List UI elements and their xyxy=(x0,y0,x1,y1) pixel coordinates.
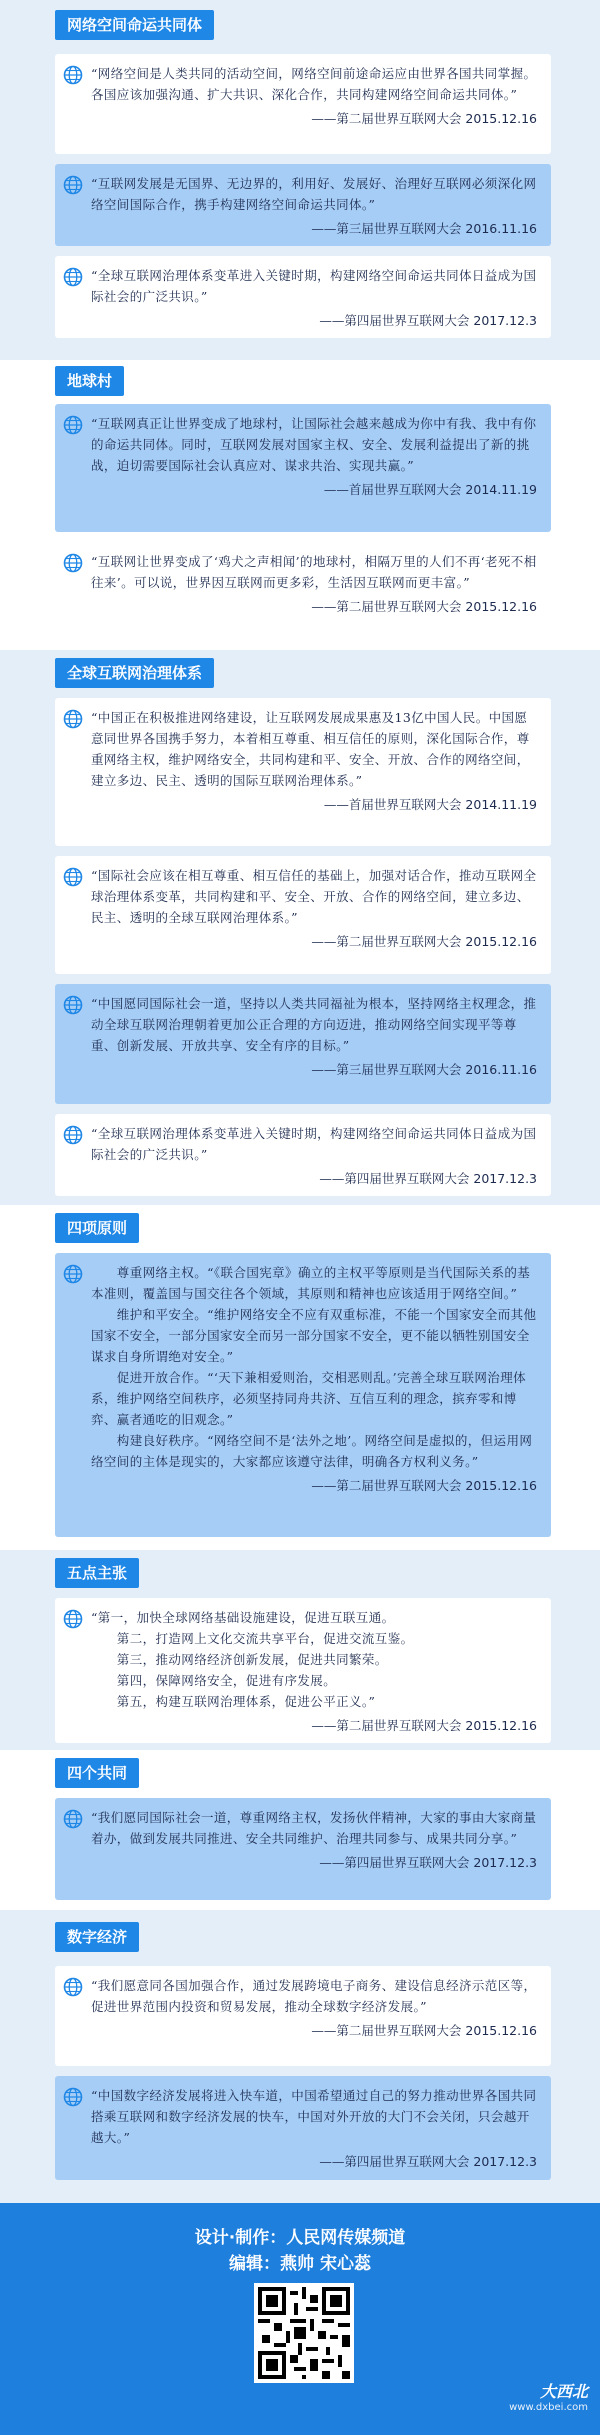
section-five-propositions xyxy=(0,1550,600,1750)
quote-card xyxy=(55,164,551,246)
quote-card xyxy=(55,698,551,846)
quote-text: “互联网真正让世界变成了地球村，让国际社会越来越成为你中有我、我中有你的命运共同体。同时，互联网发展对国家主权、安全、发展利益提出了新的挑战，迫切需要国际社会认真应对、谋求共治、实现共赢。” xyxy=(91,416,537,473)
source-name: ——首届世界互联网大会 xyxy=(323,482,462,497)
quote-text: “我们愿意同各国加强合作，通过发展跨境电子商务、建设信息经济示范区等，促进世界范围内投资和贸易发展，推动全球数字经济发展。” xyxy=(91,1978,537,2014)
watermark-main: 大西北 xyxy=(539,2382,588,2401)
source-date: 2015.12.16 xyxy=(465,2023,537,2038)
quote-source xyxy=(91,479,537,500)
section-title: 四个共同 xyxy=(55,1758,139,1788)
quote-card xyxy=(55,542,551,642)
quote-text: “网络空间是人类共同的活动空间，网络空间前途命运应由世界各国共同掌握。各国应该加强沟通、扩大共识、深化合作，共同构建网络空间命运共同体。” xyxy=(91,66,537,102)
quote-card xyxy=(55,1966,551,2066)
credit-editors: 编辑：燕帅 宋心蕊 xyxy=(229,2254,371,2274)
source-name: ——第四届世界互联网大会 xyxy=(319,2154,470,2169)
quote-source xyxy=(91,794,537,815)
globe-icon xyxy=(63,65,83,85)
globe-icon xyxy=(63,2087,83,2107)
quote-source xyxy=(91,218,537,239)
section-four-principles xyxy=(0,1205,600,1550)
section-title: 地球村 xyxy=(55,366,124,396)
source-name: ——第四届世界互联网大会 xyxy=(319,1855,470,1870)
source-name: ——第二届世界互联网大会 xyxy=(311,111,462,126)
quote-card xyxy=(55,1114,551,1196)
quote-text: “中国正在积极推进网络建设，让互联网发展成果惠及13亿中国人民。中国愿意同世界各国携手努力，本着相互尊重、相互信任的原则，深化国际合作，尊重网络主权，维护网络安全，共同构建和平、安全、开放、合作的网络空间，建立多边、民主、透明的国际互联网治理体系。” xyxy=(91,710,530,788)
source-name: ——第四届世界互联网大会 xyxy=(319,313,470,328)
globe-icon xyxy=(63,1264,83,1284)
globe-icon xyxy=(63,1125,83,1145)
quote-text: “我们愿同国际社会一道，尊重网络主权，发扬伙伴精神，大家的事由大家商量着办，做到发展共同推进、安全共同维护、治理共同参与、成果共同分享。” xyxy=(91,1810,537,1846)
source-name: ——第三届世界互联网大会 xyxy=(311,1062,462,1077)
quote-card xyxy=(55,984,551,1104)
quote-text: “第一，加快全球网络基础设施建设，促进互联互通。 第二，打造网上文化交流共享平台，促进交流互鉴。 第三，推动网络经济创新发展，促进共同繁荣。 第四，保障网络安全，促进有序发展。 第五，构建互联网治理体系，促进公平正义。” xyxy=(91,1610,414,1709)
source-date: 2017.12.3 xyxy=(473,2154,537,2169)
quote-source xyxy=(91,1475,537,1496)
quote-source xyxy=(91,310,537,331)
source-name: ——第三届世界互联网大会 xyxy=(311,221,462,236)
source-name: ——第四届世界互联网大会 xyxy=(319,1171,470,1186)
source-name: ——第二届世界互联网大会 xyxy=(311,2023,462,2038)
quote-source xyxy=(91,1168,537,1189)
section-title: 全球互联网治理体系 xyxy=(55,658,214,688)
source-date: 2015.12.16 xyxy=(465,111,537,126)
quote-card xyxy=(55,1598,551,1743)
globe-icon xyxy=(63,553,83,573)
watermark-logo xyxy=(509,2379,588,2413)
globe-icon xyxy=(63,1809,83,1829)
quote-card xyxy=(55,54,551,154)
quote-source xyxy=(91,108,537,129)
globe-icon xyxy=(63,175,83,195)
quote-text: “全球互联网治理体系变革进入关键时期，构建网络空间命运共同体日益成为国际社会的广泛共识。” xyxy=(91,268,537,304)
quote-text: “互联网发展是无国界、无边界的，利用好、发展好、治理好互联网必须深化网络空间国际合作，携手构建网络空间命运共同体。” xyxy=(91,176,537,212)
quote-card xyxy=(55,1253,551,1537)
globe-icon xyxy=(63,995,83,1015)
quote-text: “中国数字经济发展将进入快车道，中国希望通过自己的努力推动世界各国共同搭乘互联网和数字经济发展的快车，中国对外开放的大门不会关闭，只会越开越大。” xyxy=(91,2088,537,2145)
globe-icon xyxy=(63,1977,83,1997)
qr-code-icon xyxy=(254,2283,354,2383)
quote-source xyxy=(91,596,537,617)
section-title: 四项原则 xyxy=(55,1213,139,1243)
quote-source xyxy=(91,2151,537,2172)
credit-design: 设计·制作：人民网传媒频道 xyxy=(194,2228,406,2248)
source-date: 2015.12.16 xyxy=(465,1718,537,1733)
quote-text: “全球互联网治理体系变革进入关键时期，构建网络空间命运共同体日益成为国际社会的广泛共识。” xyxy=(91,1126,537,1162)
source-date: 2014.11.19 xyxy=(465,797,537,812)
quote-text: “中国愿同国际社会一道，坚持以人类共同福祉为根本，坚持网络主权理念，推动全球互联网治理朝着更加公正合理的方向迈进，推动网络空间实现平等尊重、创新发展、开放共享、安全有序的目标。” xyxy=(91,996,537,1053)
globe-icon xyxy=(63,415,83,435)
source-date: 2017.12.3 xyxy=(473,1171,537,1186)
quote-source xyxy=(91,931,537,952)
globe-icon xyxy=(63,709,83,729)
source-date: 2017.12.3 xyxy=(473,1855,537,1870)
quote-card xyxy=(55,856,551,974)
section-four-commons xyxy=(0,1750,600,1910)
source-date: 2016.11.16 xyxy=(465,1062,537,1077)
source-date: 2015.12.16 xyxy=(465,1478,537,1493)
section-digital-economy xyxy=(0,1910,600,2203)
quote-source xyxy=(91,1715,537,1736)
source-date: 2014.11.19 xyxy=(465,482,537,497)
section-community xyxy=(0,0,600,360)
section-global-village xyxy=(0,360,600,650)
source-date: 2016.11.16 xyxy=(465,221,537,236)
quote-source xyxy=(91,2020,537,2041)
source-name: ——第二届世界互联网大会 xyxy=(311,1718,462,1733)
quote-text: “互联网让世界变成了‘鸡犬之声相闻’的地球村，相隔万里的人们不再‘老死不相往来’。可以说，世界因互联网而更多彩，生活因互联网而更丰富。” xyxy=(91,554,537,590)
quote-text: 尊重网络主权。“《联合国宪章》确立的主权平等原则是当代国际关系的基本准则，覆盖国与国交往各个领域，其原则和精神也应该适用于网络空间。” 维护和平安全。“维护网络安全不应有双重标准，不能一个国家安全而其他国家不安全，一部分国家安全而另一部分国家不安全，更不能以牺牲别国安全谋求自身所谓绝对安全。” 促进开放合作。“‘天下兼相爱则治，交相恶则乱。’完善全球互联网治理体系，维护网络空间秩序，必须坚持同舟共济、互信互利的理念，摈弃零和博弈、赢者通吃的旧观念。” 构建良好秩序。“网络空间不是‘法外之地’。网络空间是虚拟的，但运用网络空间的主体是现实的，大家都应该遵守法律，明确各方权利义务。” xyxy=(91,1265,537,1469)
watermark-url: www.dxbei.com xyxy=(509,2402,588,2413)
globe-icon xyxy=(63,1609,83,1629)
quote-text: “国际社会应该在相互尊重、相互信任的基础上，加强对话合作，推动互联网全球治理体系变革，共同构建和平、安全、开放、合作的网络空间，建立多边、民主、透明的全球互联网治理体系。” xyxy=(91,868,537,925)
quote-source xyxy=(91,1059,537,1080)
source-name: ——第二届世界互联网大会 xyxy=(311,1478,462,1493)
section-title: 网络空间命运共同体 xyxy=(55,10,214,40)
quote-card xyxy=(55,404,551,532)
source-date: 2015.12.16 xyxy=(465,599,537,614)
section-governance xyxy=(0,650,600,1205)
section-title: 五点主张 xyxy=(55,1558,139,1588)
source-date: 2015.12.16 xyxy=(465,934,537,949)
globe-icon xyxy=(63,867,83,887)
source-date: 2017.12.3 xyxy=(473,313,537,328)
source-name: ——首届世界互联网大会 xyxy=(323,797,462,812)
quote-card xyxy=(55,256,551,338)
globe-icon xyxy=(63,267,83,287)
footer xyxy=(0,2203,600,2435)
quote-card xyxy=(55,1798,551,1900)
quote-card xyxy=(55,2076,551,2180)
section-title: 数字经济 xyxy=(55,1922,139,1952)
quote-source xyxy=(91,1852,537,1873)
source-name: ——第二届世界互联网大会 xyxy=(311,599,462,614)
source-name: ——第二届世界互联网大会 xyxy=(311,934,462,949)
